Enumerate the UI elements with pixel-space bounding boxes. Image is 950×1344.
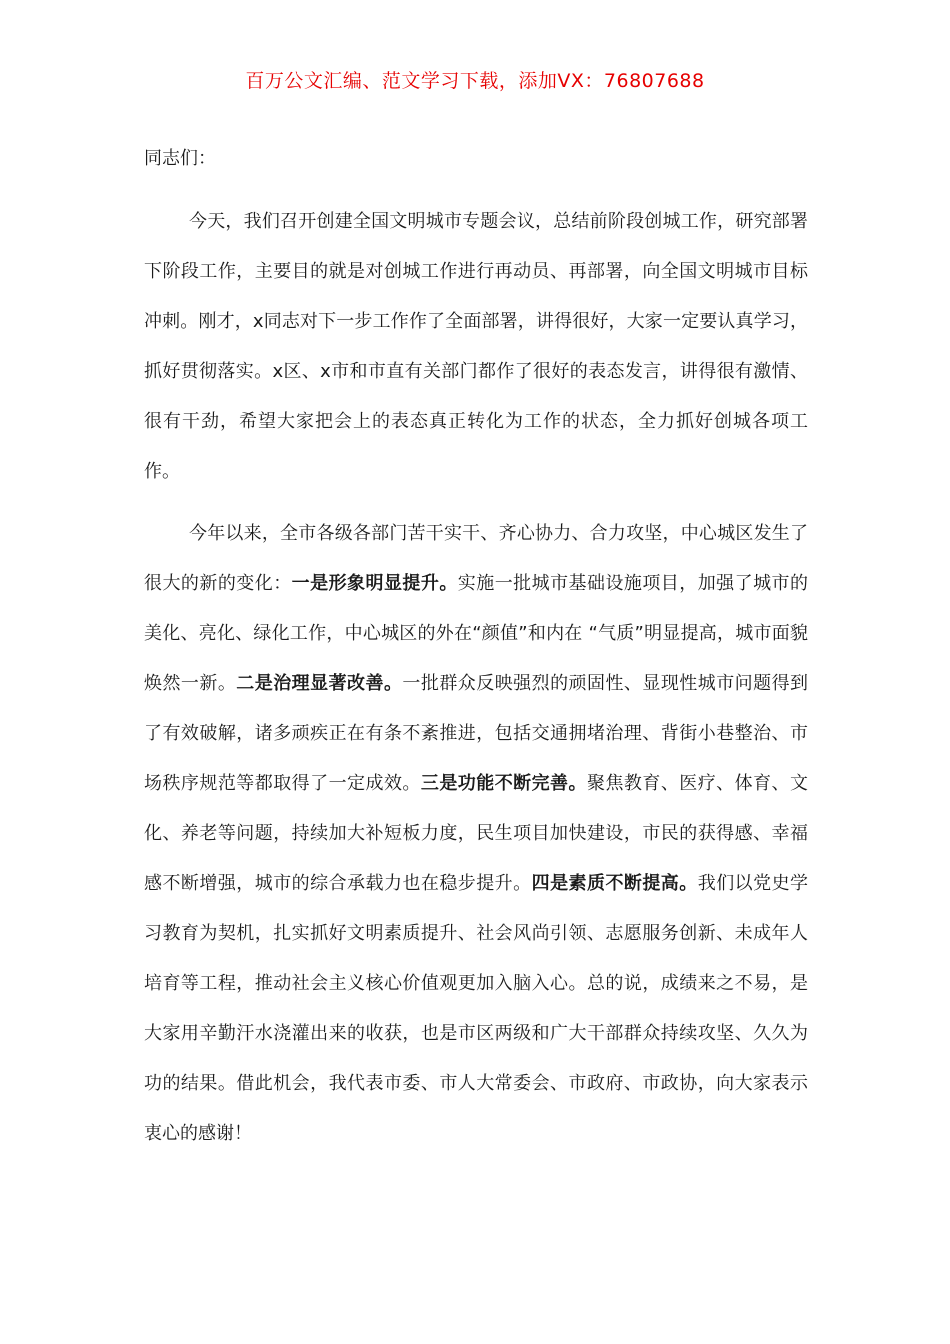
salutation: 同志们： (144, 148, 216, 169)
promo-header: 百万公文汇编、范文学习下载，添加VX：76807688 (245, 70, 705, 92)
point-1-title: 一是形象明显提升。 (291, 573, 458, 594)
point-1-text: 实施一批城市基础设施项目，加强了城市的美化、亮化、绿化工作，中心城区的外在“颜值”和内在 “气质”明显提高，城市面貌焕然一新。 (144, 573, 809, 694)
point-3-title: 三是功能不断完善。 (420, 773, 587, 794)
point-2-text: 一批群众反映强烈的顽固性、显现性城市问题得到了有效破解，诸多顽疾正在有条不紊推进，包括交通拥堵治理、背街小巷整治、市场秩序规范等都取得了一定成效。 (144, 673, 809, 794)
paragraph-1: 今天，我们召开创建全国文明城市专题会议，总结前阶段创城工作，研究部署下阶段工作，主要目的就是对创城工作进行再动员、再部署，向全国文明城市目标冲刺。刚才，x同志对下一步工作作了全面部署，讲得很好，大家一定要认真学习，抓好贯彻落实。x区、x市和市直有关部门都作了很好的表态发言，讲得很有激情、很有干劲，希望大家把会上的表态真正转化为工作的状态，全力抓好创城各项工作。 (144, 211, 808, 482)
paragraph-2 (144, 509, 808, 1159)
point-2-title: 二是治理显著改善。 (236, 673, 403, 694)
point-4-text: 我们以党史学习教育为契机，扎实抓好文明素质提升、社会风尚引领、志愿服务创新、未成年人培育等工程，推动社会主义核心价值观更加入脑入心。总的说，成绩来之不易，是大家用辛勤汗水浇灌出来的收获，也是市区两级和广大干部群众持续攻坚、久久为功的结果。借此机会，我代表市委、市人大常委会、市政府、市政协，向大家表示衷心的感谢！ (144, 873, 809, 1144)
point-4-title: 四是素质不断提高。 (531, 873, 698, 894)
point-3-text: 聚焦教育、医疗、体育、文化、养老等问题，持续加大补短板力度，民生项目加快建设，市民的获得感、幸福感不断增强，城市的综合承载力也在稳步提升。 (144, 773, 809, 894)
document-body (144, 134, 808, 1159)
paragraph-2-intro: 今年以来，全市各级各部门苦干实干、齐心协力、合力攻坚，中心城区发生了很大的新的变化： (144, 523, 808, 594)
